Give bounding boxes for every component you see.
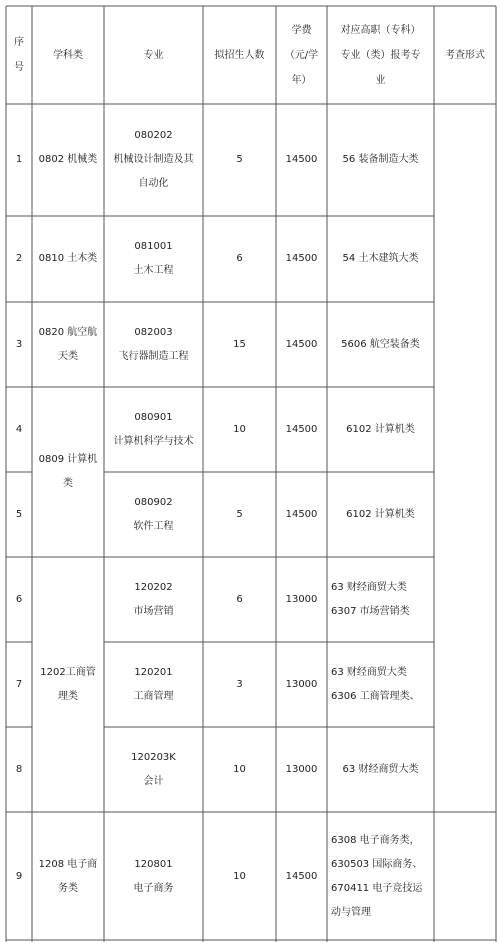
row-fee [276,472,327,557]
row-seq [6,387,32,472]
row-major [104,472,203,557]
header-source-line: 专业（类）报考专 [340,49,421,61]
row-quota-line: 5 [236,508,243,520]
row-seq [6,812,32,942]
header-quota-line: 拟招生人数 [214,49,265,61]
row-source [327,387,434,472]
row-major-line: 082003 [134,326,173,338]
row-quota [203,812,276,942]
row-seq-line: 6 [15,593,23,605]
row-major-line: 计算机科学与技术 [113,435,194,447]
header-fee [276,6,327,104]
row-major [104,812,203,942]
row-major [104,387,203,472]
row-category [32,557,104,812]
row-major-line: 080901 [134,411,173,423]
row-source [327,557,434,642]
row-fee [276,302,327,387]
row-fee [276,642,327,727]
row-category [32,387,104,557]
row-quota [203,216,276,302]
row-major [104,557,203,642]
row-major-line: 电子商务 [133,883,174,894]
row-seq [6,302,32,387]
row-fee-line: 14500 [285,423,318,435]
header-category [32,6,104,104]
row-seq [6,727,32,812]
row-seq-line: 9 [15,871,23,882]
row-seq [6,557,32,642]
row-major-line: 120203K [131,751,176,763]
header-exam-line: 考查形式 [445,49,485,61]
row-source-line: 630503 国际商务、 [331,859,423,870]
row-major-line: 080902 [134,496,173,508]
row-fee-line: 14500 [285,253,318,264]
row-source [327,302,434,387]
row-major-line: 120801 [134,859,173,870]
row-major-line: 市场营销 [133,605,174,617]
row-seq-line: 4 [15,423,23,435]
row-seq-line: 2 [15,253,23,264]
row-fee-line: 14500 [285,871,318,882]
row-source [327,812,434,942]
row-quota [203,557,276,642]
row-source-line: 63 财经商贸大类 [331,581,407,593]
row-major [104,642,203,727]
row-major [104,216,203,302]
row-quota [203,642,276,727]
header-quota [203,6,276,104]
row-source-line: 56 装备制造大类 [342,154,419,165]
header-category-line: 学科类 [53,49,83,61]
row-fee [276,216,327,302]
row-major-line: 120202 [134,581,173,593]
row-source-line: 6102 计算机类 [346,508,415,520]
row-category-line: 0802 机械类 [38,154,98,165]
row-major-line: 工商管理 [133,690,174,702]
row-major-line: 120201 [134,666,173,678]
row-major-line: 080202 [134,130,173,141]
row-category-line: 1202工商管 [40,666,96,678]
row-source-line: 63 财经商贸大类 [342,763,419,775]
row-category-line: 天类 [58,350,78,362]
row-fee [276,387,327,472]
header-major [104,6,203,104]
row-quota [203,727,276,812]
row-source [327,472,434,557]
row-fee [276,557,327,642]
header-seq-line: 号 [14,62,24,73]
row-seq-line: 1 [15,154,23,165]
header-exam [434,6,496,104]
row-category [32,302,104,387]
row-fee-line: 14500 [285,338,318,350]
row-category-line: 0820 航空航 [38,326,98,338]
row-major [104,302,203,387]
row-major-line: 机械设计制造及其 [113,154,194,165]
row-source-line: 动与管理 [331,907,371,918]
row-quota [203,472,276,557]
row-major [104,727,203,812]
row-source-line: 6308 电子商务类， [331,835,420,846]
header-fee-line: （元/学 [284,49,319,61]
row-seq [6,642,32,727]
row-category-line: 务类 [58,883,78,894]
row-seq-line: 7 [15,678,23,690]
row-fee [276,812,327,942]
row-quota [203,104,276,216]
row-category [32,216,104,302]
row-category-line: 0809 计算机 [38,454,98,465]
row-category [32,812,104,942]
row-seq [6,472,32,557]
row-quota-line: 3 [236,678,243,690]
row-quota-line: 6 [236,593,243,605]
row-seq [6,216,32,302]
row-category-line: 类 [63,478,73,489]
row-category-line: 0810 土木类 [38,253,98,264]
row-source-line: 670411 电子竞技运 [331,883,423,894]
row-source [327,642,434,727]
row-fee [276,104,327,216]
row-category-line: 理类 [58,690,78,702]
row-major-line: 飞行器制造工程 [118,350,189,362]
row-fee-line: 14500 [285,154,318,165]
row-major-line: 081001 [134,241,173,252]
row-major-line: 土木工程 [133,265,174,276]
row-category [32,104,104,216]
row-fee-line: 13000 [285,763,318,775]
row-quota-line: 5 [236,154,243,165]
row-quota [203,302,276,387]
row-major-line: 会计 [143,775,164,787]
row-quota-line: 10 [233,871,246,882]
row-source [327,104,434,216]
header-fee-line: 年） [291,74,312,86]
row-quota-line: 10 [233,763,246,775]
row-seq [6,104,32,216]
row-major-line: 软件工程 [133,520,174,532]
row-seq-line: 5 [15,508,23,520]
row-source [327,216,434,302]
row-source-line: 6307 市场营销类 [331,605,410,617]
row-quota [203,387,276,472]
row-source-line: 6306 工商管理类、 [331,690,420,702]
row-source-line: 6102 计算机类 [346,423,415,435]
row-major [104,104,203,216]
row-source-line: 54 土木建筑大类 [342,253,419,264]
row-fee-line: 13000 [285,678,318,690]
row-source-line: 63 财经商贸大类 [331,666,407,678]
row-source-line: 5606 航空装备类 [341,338,420,350]
row-fee-line: 13000 [285,593,318,605]
row-seq-line: 8 [15,763,23,775]
row-fee-line: 14500 [285,508,318,520]
row-major-line: 自动化 [138,178,169,189]
header-fee-line: 学费 [291,24,312,36]
header-source-line: 业 [375,74,386,86]
header-major-line: 专业 [143,49,164,61]
row-fee [276,727,327,812]
row-category-line: 1208 电子商 [38,859,98,870]
row-quota-line: 10 [233,423,246,435]
row-quota-line: 6 [236,253,243,264]
row-source [327,727,434,812]
row-seq-line: 3 [15,338,23,350]
header-source-line: 对应高职（专科） [340,24,421,36]
header-seq [6,6,32,104]
row-quota-line: 15 [233,338,246,350]
header-source [327,6,434,104]
header-seq-line: 序 [14,37,24,48]
